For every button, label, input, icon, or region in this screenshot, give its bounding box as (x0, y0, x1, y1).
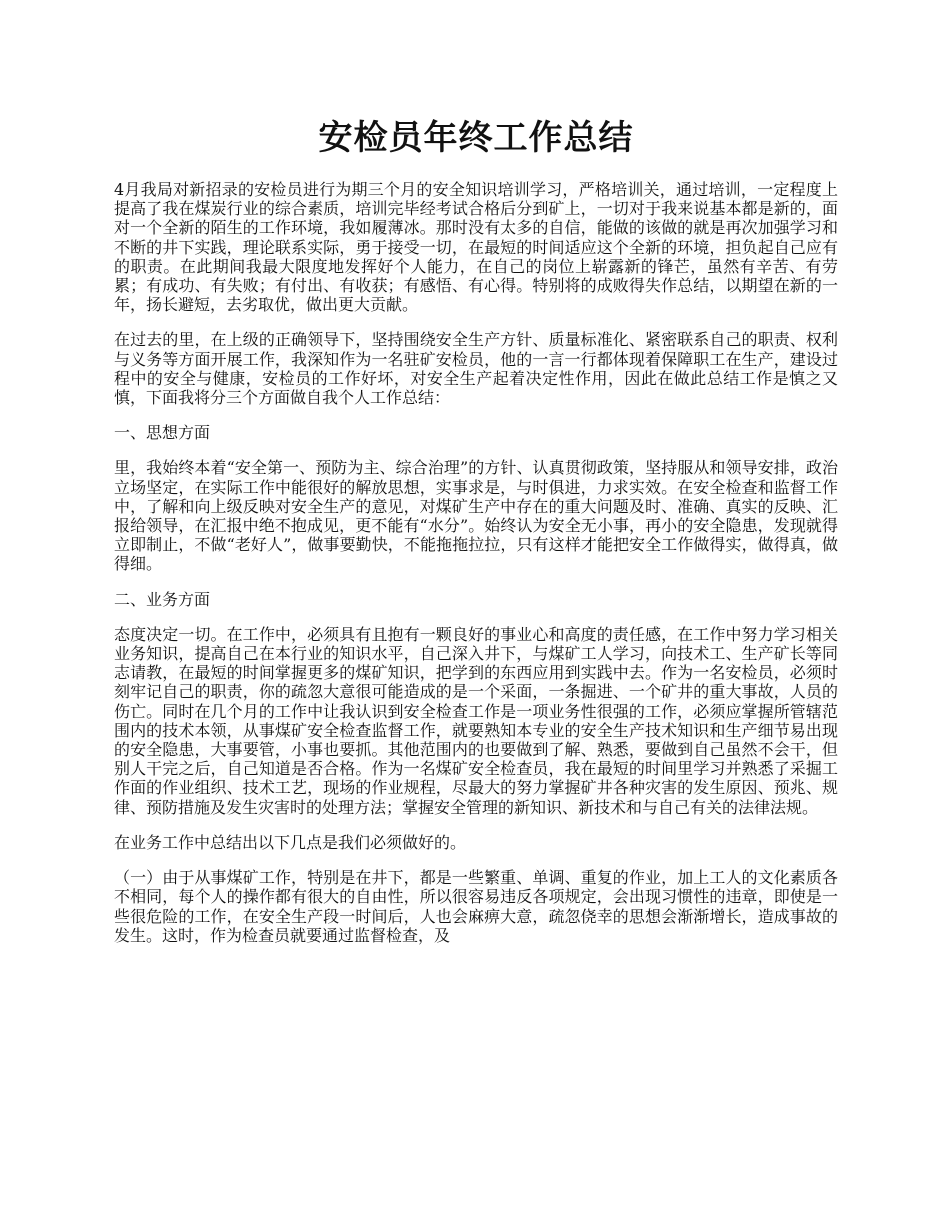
section-heading-business: 二、业务方面 (114, 589, 211, 609)
overview-paragraph: 在过去的里，在上级的正确领导下，坚持围绕安全生产方针、质量标准化、紧密联系自己的职责、权利与义务等方面开展工作，我深知作为一名驻矿安检员，他的一言一行都体现着保障职工在生产，建设过程中的安全与健康，安检员的工作好坏，对安全生产起着决定性作用，因此在做此总结工作是慎之又慎，下面我将分三个方面做自我个人工作总结： (114, 330, 838, 408)
document-page (114, 0, 838, 961)
ideology-paragraph: 里，我始终本着“安全第一、预防为主、综合治理”的方针、认真贯彻政策，坚持服从和领导安排，政治立场坚定，在实际工作中能很好的解放思想，实事求是，与时俱进，力求实效。在安全检查和监督工作中，了解和向上级反映对安全生产的意见，对煤矿生产中存在的重大问题及时、准确、真实的反映、汇报给领导，在汇报中绝不抱成见，更不能有“水分”。始终认为安全无小事，再小的安全隐患，发现就得立即制止，不做“老好人”，做事要勤快，不能拖拖拉拉，只有这样才能把安全工作做得实，做得真，做得细。 (114, 458, 838, 574)
document-body (114, 180, 838, 945)
business-paragraph: 态度决定一切。在工作中，必须具有且抱有一颗良好的事业心和高度的责任感，在工作中努力学习相关业务知识，提高自己在本行业的知识水平，自己深入井下，与煤矿工人学习，向技术工、生产矿长等同志请教，在最短的时间掌握更多的煤矿知识，把学到的东西应用到实践中去。作为一名安检员，必须时刻牢记自己的职责，你的疏忽大意很可能造成的是一个采面，一条掘进、一个矿井的重大事故，人员的伤亡。同时在几个月的工作中让我认识到安全检查工作是一项业务性很强的工作，必须应掌握所管辖范围内的技术本领，从事煤矿安全检查监督工作，就要熟知本专业的安全生产技术知识和生产细节易出现的安全隐患，大事要管，小事也要抓。其他范围内的也要做到了解、熟悉，要做到自己虽然不会干，但别人干完之后，自己知道是否合格。作为一名煤矿安全检查员，我在最短的时间里学习并熟悉了采掘工作面的作业组织、技术工艺，现场的作业规程，尽最大的努力掌握矿井各种灾害的发生原因、预兆、规律、预防措施及发生灾害时的处理方法；掌握安全管理的新知识、新技术和与自己有关的法律法规。 (114, 624, 838, 817)
summary-intro-paragraph: 在业务工作中总结出以下几点是我们必须做好的。 (114, 832, 467, 852)
document-title: 安检员年终工作总结 (318, 118, 634, 158)
section-heading-ideology: 一、思想方面 (114, 423, 211, 443)
intro-paragraph: 4月我局对新招录的安检员进行为期三个月的安全知识培训学习，严格培训关，通过培训，一定程度上提高了我在煤炭行业的综合素质，培训完毕经考试合格后分到矿上，一切对于我来说基本都是新的，面对一个全新的陌生的工作环境，我如履薄冰。那时没有太多的自信，能做的该做的就是再次加强学习和不断的井下实践，理论联系实际，勇于接受一切，在最短的时间适应这个全新的环境，担负起自己应有的职责。在此期间我最大限度地发挥好个人能力，在自己的岗位上崭露新的锋芒，虽然有辛苦、有劳累；有成功、有失败；有付出、有收获；有感悟、有心得。特别将的成败得失作总结，以期望在新的一年，扬长避短，去劣取优，做出更大贡献。 (114, 180, 838, 315)
point-one-paragraph: （一）由于从事煤矿工作，特别是在井下，都是一些繁重、单调、重复的作业，加上工人的文化素质各不相同，每个人的操作都有很大的自由性，所以很容易违反各项规定，会出现习惯性的违章，即使是一些很危险的工作，在安全生产段一时间后，人也会麻痹大意，疏忽侥幸的思想会渐渐增长，造成事故的发生。这时，作为检查员就要通过监督检查，及 (114, 868, 838, 945)
